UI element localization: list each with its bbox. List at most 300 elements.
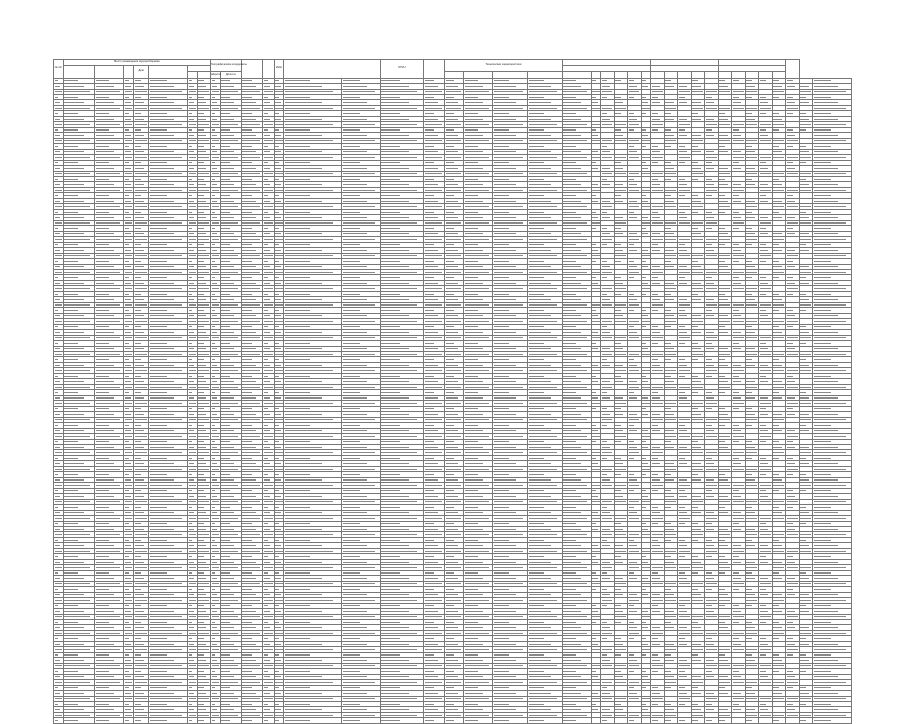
illegible-text-mark <box>212 359 216 360</box>
illegible-text-mark <box>285 184 322 185</box>
illegible-text-mark <box>602 332 610 333</box>
illegible-text-mark <box>125 190 132 191</box>
illegible-text-mark <box>125 80 129 81</box>
illegible-text-mark <box>212 392 216 393</box>
illegible-text-mark <box>706 129 712 130</box>
illegible-text-mark <box>465 157 489 158</box>
illegible-text-mark <box>285 299 322 300</box>
illegible-text-mark <box>189 195 193 196</box>
illegible-text-mark <box>563 354 587 355</box>
waste-site-register-table <box>53 59 852 724</box>
illegible-text-mark <box>760 228 766 229</box>
header-cell: ИНН <box>274 60 284 79</box>
illegible-text-mark <box>760 408 766 409</box>
illegible-text-mark <box>465 414 483 415</box>
illegible-text-mark <box>719 80 725 81</box>
illegible-text-mark <box>800 326 806 327</box>
illegible-text-mark <box>343 135 367 136</box>
illegible-text-mark <box>198 239 209 240</box>
illegible-text-mark <box>706 392 712 393</box>
illegible-text-mark <box>814 315 838 316</box>
illegible-text-mark <box>592 195 596 196</box>
illegible-text-mark <box>221 124 238 125</box>
illegible-text-mark <box>652 326 658 327</box>
illegible-text-mark <box>494 272 523 273</box>
illegible-text-mark <box>96 135 114 136</box>
illegible-text-mark <box>787 266 795 267</box>
illegible-text-mark <box>665 343 671 344</box>
illegible-text-mark <box>719 195 725 196</box>
illegible-text-mark <box>285 173 333 174</box>
illegible-text-mark <box>446 381 458 382</box>
illegible-text-mark <box>275 288 282 289</box>
illegible-text-mark <box>692 146 698 147</box>
illegible-text-mark <box>679 266 687 267</box>
illegible-text-mark <box>125 239 132 240</box>
illegible-text-mark <box>787 315 795 316</box>
illegible-text-mark <box>96 283 114 284</box>
illegible-text-mark <box>679 326 685 327</box>
illegible-text-mark <box>665 222 676 223</box>
illegible-text-mark <box>221 381 234 382</box>
illegible-text-mark <box>652 146 658 147</box>
illegible-text-mark <box>465 376 478 377</box>
illegible-text-mark <box>465 146 478 147</box>
illegible-text-mark <box>446 408 454 409</box>
illegible-text-mark <box>642 310 646 311</box>
illegible-text-mark <box>189 359 193 360</box>
illegible-text-mark <box>665 414 673 415</box>
illegible-text-mark <box>529 239 558 240</box>
illegible-text-mark <box>773 354 784 355</box>
illegible-text-mark <box>563 201 581 202</box>
illegible-text-mark <box>642 430 648 431</box>
illegible-text-mark <box>275 173 282 174</box>
illegible-text-mark <box>563 108 587 109</box>
illegible-text-mark <box>275 272 282 273</box>
illegible-text-mark <box>343 315 367 316</box>
illegible-text-mark <box>425 419 442 420</box>
illegible-text-mark <box>264 217 271 218</box>
illegible-text-mark <box>221 304 238 305</box>
illegible-text-mark <box>242 222 259 223</box>
illegible-text-mark <box>425 250 438 251</box>
illegible-text-mark <box>692 91 703 92</box>
illegible-text-mark <box>615 414 623 415</box>
illegible-text-mark <box>529 206 558 207</box>
illegible-text-mark <box>814 190 846 191</box>
illegible-text-mark <box>692 168 700 169</box>
illegible-text-mark <box>494 370 523 371</box>
illegible-text-mark <box>787 310 793 311</box>
illegible-text-mark <box>629 129 635 130</box>
illegible-text-mark <box>285 343 311 344</box>
illegible-text-mark <box>719 91 730 92</box>
illegible-text-mark <box>642 97 646 98</box>
illegible-text-mark <box>529 430 551 431</box>
illegible-text-mark <box>242 288 259 289</box>
illegible-text-mark <box>733 201 741 202</box>
illegible-text-mark <box>733 315 741 316</box>
illegible-text-mark <box>55 370 62 371</box>
header-cell <box>263 60 275 79</box>
illegible-text-mark <box>665 250 673 251</box>
illegible-text-mark <box>679 135 687 136</box>
illegible-text-mark <box>665 190 676 191</box>
illegible-text-mark <box>55 337 62 338</box>
illegible-text-mark <box>242 381 255 382</box>
illegible-text-mark <box>425 397 438 398</box>
illegible-text-mark <box>221 168 234 169</box>
illegible-text-mark <box>189 337 196 338</box>
illegible-text-mark <box>494 113 509 114</box>
illegible-text-mark <box>189 294 193 295</box>
illegible-text-mark <box>96 179 109 180</box>
illegible-text-mark <box>652 179 658 180</box>
illegible-text-mark <box>150 102 174 103</box>
illegible-text-mark <box>746 332 754 333</box>
illegible-text-mark <box>64 244 78 245</box>
illegible-text-mark <box>733 212 739 213</box>
illegible-text-mark <box>64 184 84 185</box>
illegible-text-mark <box>787 283 795 284</box>
illegible-text-mark <box>787 403 798 404</box>
illegible-text-mark <box>212 310 216 311</box>
illegible-text-mark <box>150 381 174 382</box>
illegible-text-mark <box>692 288 703 289</box>
header-cell: Технические характеристики <box>445 60 563 72</box>
illegible-text-mark <box>189 212 193 213</box>
illegible-text-mark <box>96 201 114 202</box>
illegible-text-mark <box>719 255 730 256</box>
illegible-text-mark <box>760 190 771 191</box>
illegible-text-mark <box>760 244 766 245</box>
illegible-text-mark <box>425 80 434 81</box>
illegible-text-mark <box>285 326 311 327</box>
illegible-text-mark <box>773 173 784 174</box>
illegible-text-mark <box>285 206 333 207</box>
illegible-text-mark <box>198 217 206 218</box>
header-cell: Широта <box>211 72 221 78</box>
illegible-text-mark <box>135 299 144 300</box>
illegible-text-mark <box>150 283 174 284</box>
illegible-text-mark <box>125 332 131 333</box>
illegible-text-mark <box>679 370 690 371</box>
illegible-text-mark <box>189 321 196 322</box>
illegible-text-mark <box>425 321 442 322</box>
illegible-text-mark <box>642 381 648 382</box>
illegible-text-mark <box>615 233 623 234</box>
illegible-text-mark <box>592 168 598 169</box>
illegible-text-mark <box>652 239 663 240</box>
illegible-text-mark <box>773 151 781 152</box>
illegible-text-mark <box>381 195 400 196</box>
illegible-text-mark <box>494 294 509 295</box>
illegible-text-mark <box>592 212 596 213</box>
illegible-text-mark <box>494 201 516 202</box>
illegible-text-mark <box>96 146 109 147</box>
illegible-text-mark <box>733 321 744 322</box>
illegible-text-mark <box>529 190 558 191</box>
illegible-text-mark <box>719 419 730 420</box>
illegible-text-mark <box>135 315 144 316</box>
illegible-text-mark <box>615 80 621 81</box>
illegible-text-mark <box>665 86 673 87</box>
illegible-text-mark <box>760 310 766 311</box>
illegible-text-mark <box>652 304 663 305</box>
illegible-text-mark <box>150 397 174 398</box>
illegible-text-mark <box>652 419 663 420</box>
illegible-text-mark <box>706 217 714 218</box>
illegible-text-mark <box>719 381 727 382</box>
illegible-text-mark <box>746 140 757 141</box>
illegible-text-mark <box>602 365 610 366</box>
illegible-text-mark <box>494 168 516 169</box>
illegible-text-mark <box>692 86 700 87</box>
illegible-text-mark <box>652 266 660 267</box>
illegible-text-mark <box>264 376 269 377</box>
illegible-text-mark <box>494 337 523 338</box>
illegible-text-mark <box>773 212 779 213</box>
illegible-text-mark <box>264 430 271 431</box>
illegible-text-mark <box>96 244 109 245</box>
illegible-text-mark <box>592 272 599 273</box>
illegible-text-mark <box>679 222 690 223</box>
illegible-text-mark <box>692 151 700 152</box>
illegible-text-mark <box>592 392 596 393</box>
illegible-text-mark <box>64 310 78 311</box>
illegible-text-mark <box>494 239 523 240</box>
illegible-text-mark <box>64 430 84 431</box>
illegible-text-mark <box>55 381 61 382</box>
illegible-text-mark <box>563 419 587 420</box>
illegible-text-mark <box>96 108 120 109</box>
illegible-text-mark <box>343 173 375 174</box>
illegible-text-mark <box>494 387 523 388</box>
illegible-text-mark <box>446 332 458 333</box>
illegible-text-mark <box>814 228 831 229</box>
illegible-text-mark <box>64 228 78 229</box>
illegible-text-mark <box>733 283 741 284</box>
illegible-text-mark <box>221 387 238 388</box>
illegible-text-mark <box>285 140 333 141</box>
illegible-text-mark <box>706 97 712 98</box>
illegible-text-mark <box>150 162 167 163</box>
illegible-text-mark <box>787 261 793 262</box>
illegible-text-mark <box>446 304 462 305</box>
illegible-text-mark <box>343 179 360 180</box>
illegible-text-mark <box>150 337 182 338</box>
illegible-text-mark <box>264 255 273 256</box>
illegible-text-mark <box>212 184 218 185</box>
illegible-text-mark <box>343 277 360 278</box>
illegible-text-mark <box>343 217 367 218</box>
illegible-text-mark <box>221 228 230 229</box>
illegible-text-mark <box>446 239 462 240</box>
illegible-text-mark <box>529 397 551 398</box>
illegible-text-mark <box>679 179 685 180</box>
illegible-text-mark <box>665 321 676 322</box>
illegible-text-mark <box>381 343 400 344</box>
illegible-text-mark <box>615 157 626 158</box>
illegible-text-mark <box>787 321 798 322</box>
illegible-text-mark <box>125 354 132 355</box>
illegible-text-mark <box>679 315 687 316</box>
illegible-text-mark <box>814 414 838 415</box>
illegible-text-mark <box>189 140 196 141</box>
illegible-text-mark <box>563 212 576 213</box>
illegible-text-mark <box>706 419 717 420</box>
illegible-text-mark <box>563 332 581 333</box>
illegible-text-mark <box>381 97 400 98</box>
illegible-text-mark <box>242 129 251 130</box>
table-header <box>54 60 852 79</box>
illegible-text-mark <box>465 228 478 229</box>
illegible-text-mark <box>652 283 660 284</box>
illegible-text-mark <box>814 425 831 426</box>
illegible-text-mark <box>814 348 838 349</box>
illegible-text-mark <box>381 184 409 185</box>
illegible-text-mark <box>96 315 114 316</box>
illegible-text-mark <box>285 392 311 393</box>
illegible-text-mark <box>55 277 59 278</box>
illegible-text-mark <box>746 124 757 125</box>
illegible-text-mark <box>746 288 757 289</box>
illegible-text-mark <box>814 261 831 262</box>
illegible-text-mark <box>275 217 281 218</box>
illegible-text-mark <box>381 294 400 295</box>
illegible-text-mark <box>465 365 483 366</box>
illegible-text-mark <box>343 157 375 158</box>
illegible-text-mark <box>55 217 61 218</box>
illegible-text-mark <box>746 217 754 218</box>
illegible-text-mark <box>465 370 489 371</box>
illegible-text-mark <box>652 370 663 371</box>
illegible-text-mark <box>629 151 637 152</box>
illegible-text-mark <box>787 135 795 136</box>
illegible-text-mark <box>746 201 754 202</box>
illegible-text-mark <box>733 250 741 251</box>
illegible-text-mark <box>679 190 690 191</box>
illegible-text-mark <box>706 403 717 404</box>
illegible-text-mark <box>719 140 730 141</box>
illegible-text-mark <box>55 206 62 207</box>
illegible-text-mark <box>135 283 144 284</box>
illegible-text-mark <box>425 337 442 338</box>
illegible-text-mark <box>381 370 417 371</box>
illegible-text-mark <box>264 299 271 300</box>
illegible-text-mark <box>446 217 458 218</box>
illegible-text-mark <box>563 381 581 382</box>
illegible-text-mark <box>814 277 831 278</box>
illegible-text-mark <box>343 397 367 398</box>
illegible-text-mark <box>96 190 120 191</box>
illegible-text-mark <box>150 228 167 229</box>
illegible-text-mark <box>563 190 587 191</box>
illegible-text-mark <box>787 387 798 388</box>
illegible-text-mark <box>446 140 462 141</box>
illegible-text-mark <box>285 195 311 196</box>
illegible-text-mark <box>814 288 846 289</box>
illegible-text-mark <box>652 425 658 426</box>
illegible-text-mark <box>602 239 613 240</box>
illegible-text-mark <box>733 129 739 130</box>
illegible-text-mark <box>242 86 255 87</box>
illegible-text-mark <box>719 408 725 409</box>
illegible-text-mark <box>692 255 703 256</box>
illegible-text-mark <box>285 430 322 431</box>
illegible-text-mark <box>275 190 282 191</box>
illegible-text-mark <box>264 261 269 262</box>
illegible-text-mark <box>150 392 167 393</box>
illegible-text-mark <box>96 321 120 322</box>
illegible-text-mark <box>760 97 766 98</box>
illegible-text-mark <box>652 354 663 355</box>
illegible-text-mark <box>264 140 273 141</box>
illegible-text-mark <box>221 392 230 393</box>
illegible-text-mark <box>425 97 434 98</box>
illegible-text-mark <box>64 179 78 180</box>
illegible-text-mark <box>629 184 637 185</box>
illegible-text-mark <box>425 332 438 333</box>
illegible-text-mark <box>285 310 311 311</box>
illegible-text-mark <box>446 113 454 114</box>
illegible-text-mark <box>275 299 281 300</box>
illegible-text-mark <box>706 212 712 213</box>
illegible-text-mark <box>264 135 271 136</box>
illegible-text-mark <box>212 408 216 409</box>
illegible-text-mark <box>125 140 132 141</box>
illegible-text-mark <box>55 403 62 404</box>
illegible-text-mark <box>746 348 754 349</box>
illegible-text-mark <box>198 157 209 158</box>
illegible-text-mark <box>446 80 454 81</box>
illegible-text-mark <box>275 403 282 404</box>
illegible-text-mark <box>679 332 687 333</box>
illegible-text-mark <box>642 135 648 136</box>
illegible-text-mark <box>465 201 483 202</box>
illegible-text-mark <box>285 376 311 377</box>
illegible-text-mark <box>465 321 489 322</box>
illegible-text-mark <box>692 80 698 81</box>
illegible-text-mark <box>629 370 640 371</box>
illegible-text-mark <box>275 387 282 388</box>
illegible-text-mark <box>679 376 685 377</box>
illegible-text-mark <box>96 102 114 103</box>
illegible-text-mark <box>242 408 251 409</box>
illegible-text-mark <box>285 294 311 295</box>
illegible-text-mark <box>692 233 700 234</box>
illegible-text-mark <box>787 397 795 398</box>
illegible-text-mark <box>746 354 757 355</box>
illegible-text-mark <box>343 244 360 245</box>
illegible-text-mark <box>465 419 489 420</box>
illegible-text-mark <box>285 359 311 360</box>
illegible-text-mark <box>652 190 663 191</box>
illegible-text-mark <box>189 425 193 426</box>
illegible-text-mark <box>242 233 255 234</box>
illegible-text-mark <box>264 348 271 349</box>
illegible-text-mark <box>135 359 141 360</box>
illegible-text-mark <box>96 272 120 273</box>
illegible-text-mark <box>381 217 409 218</box>
illegible-text-mark <box>733 261 739 262</box>
illegible-text-mark <box>381 337 417 338</box>
illegible-text-mark <box>529 337 558 338</box>
illegible-text-mark <box>135 91 147 92</box>
illegible-text-mark <box>602 294 608 295</box>
illegible-text-mark <box>746 97 752 98</box>
